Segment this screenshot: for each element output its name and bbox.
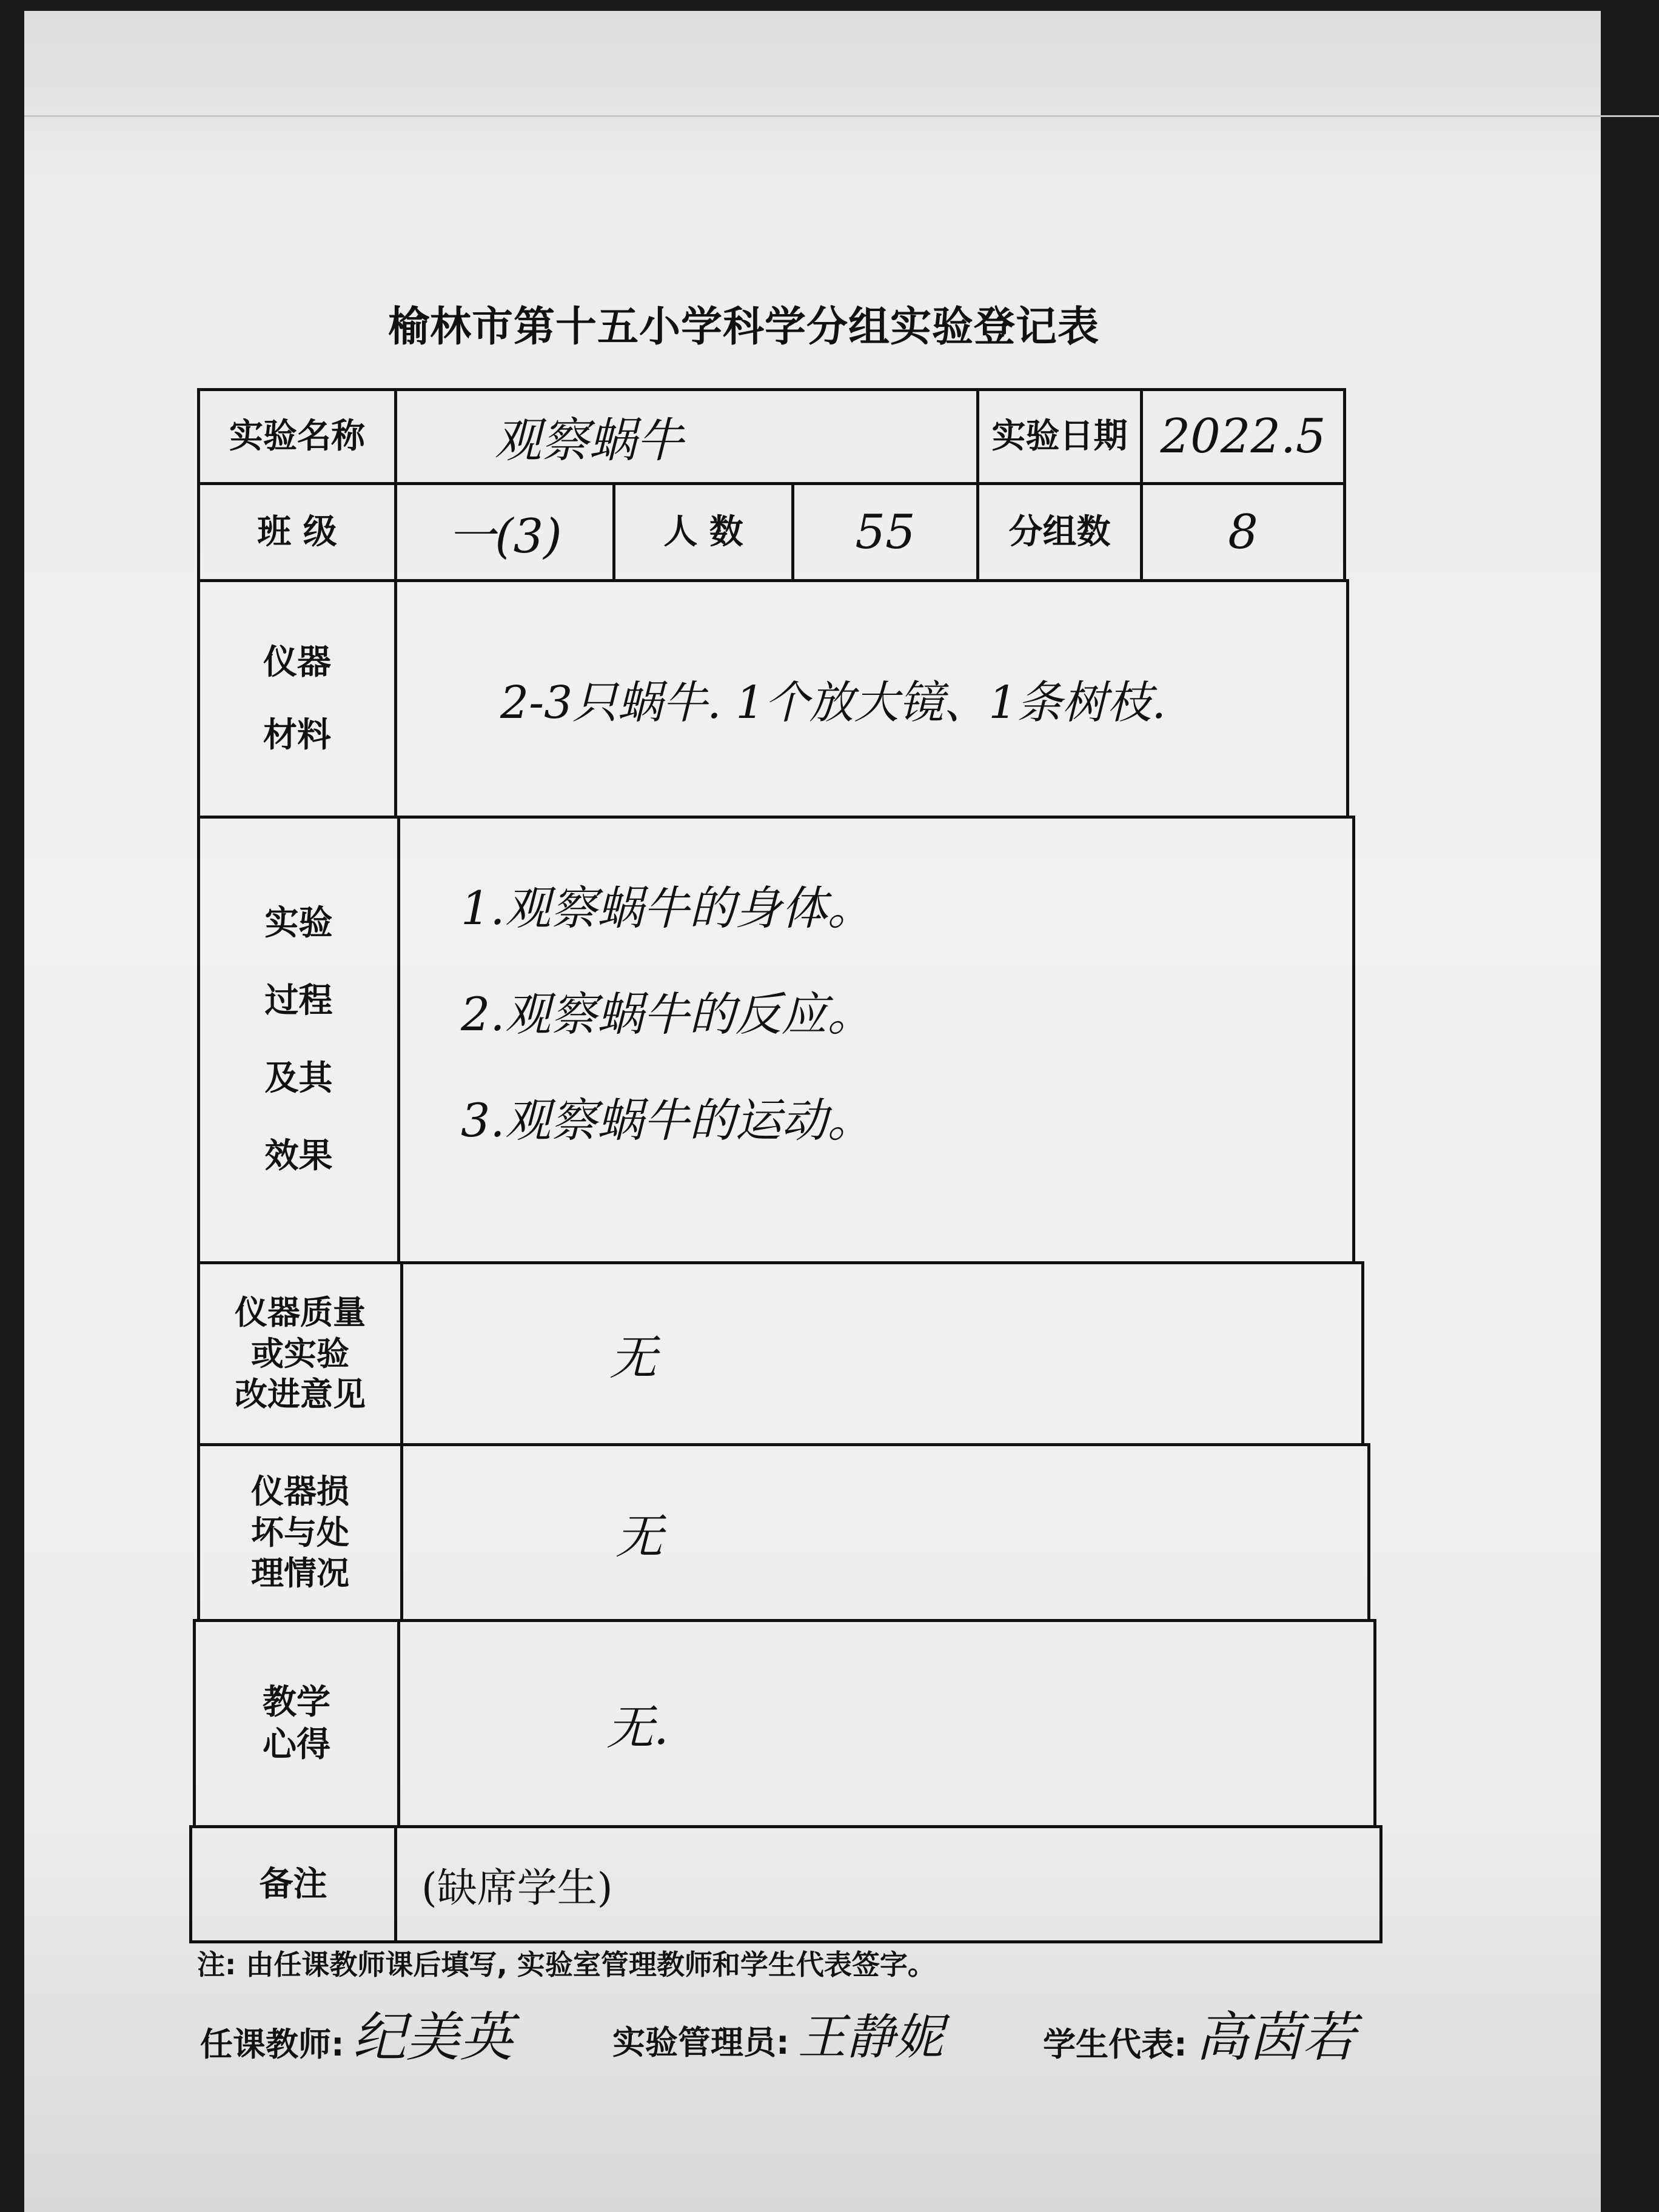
quality-value: 无 bbox=[609, 1330, 657, 1386]
group-count-label: 分组数 bbox=[1008, 512, 1111, 552]
quality-label: 仪器质量 或实验 改进意见 bbox=[235, 1293, 366, 1414]
group-count-value-cell bbox=[1140, 482, 1346, 582]
reflection-value: 无. bbox=[606, 1700, 669, 1755]
reflection-label: 教学 心得 bbox=[263, 1682, 330, 1765]
experiment-name-value-cell bbox=[394, 388, 979, 485]
process-label-cell bbox=[197, 816, 400, 1264]
materials-value-cell bbox=[394, 579, 1349, 819]
student-count-value: 55 bbox=[855, 504, 916, 560]
form-title: 榆林市第十五小学科学分组实验登记表 bbox=[388, 303, 1100, 351]
quality-value-cell bbox=[400, 1261, 1364, 1446]
admin-signature bbox=[612, 2001, 943, 2074]
experiment-name-value: 观察蜗牛 bbox=[494, 414, 684, 468]
student-name: 高茵若 bbox=[1195, 2006, 1356, 2068]
class-value-cell bbox=[394, 482, 615, 582]
group-count-label-cell bbox=[976, 482, 1143, 582]
reflection-value-cell bbox=[397, 1619, 1376, 1828]
remarks-value: (缺席学生) bbox=[421, 1865, 613, 1911]
experiment-date-label-cell bbox=[976, 388, 1143, 485]
materials-label: 仪器 材料 bbox=[263, 642, 331, 755]
student-label: 学生代表: bbox=[1043, 2025, 1187, 2063]
remarks-label: 备注 bbox=[259, 1864, 327, 1904]
damage-label: 仪器损 坏与处 理情况 bbox=[251, 1472, 349, 1593]
student-count-label: 人 数 bbox=[663, 512, 743, 552]
teacher-name: 纪美英 bbox=[352, 2006, 513, 2068]
process-step: 2.观察蜗牛的反应。 bbox=[461, 987, 874, 1041]
materials-value: 2-3只蜗牛. 1个放大镜、1条树枝. bbox=[500, 677, 1166, 729]
student-signature bbox=[1043, 2001, 1356, 2074]
class-label-cell bbox=[197, 482, 397, 582]
admin-name: 王静妮 bbox=[797, 2009, 943, 2065]
paper-fold-line bbox=[24, 115, 1659, 117]
remarks-label-cell bbox=[189, 1825, 397, 1943]
experiment-name-label: 实验名称 bbox=[229, 417, 365, 456]
materials-label-cell bbox=[197, 579, 397, 819]
process-steps bbox=[461, 855, 874, 1173]
experiment-date-value: 2022.5 bbox=[1160, 409, 1326, 464]
group-count-value: 8 bbox=[1228, 504, 1258, 560]
experiment-name-label-cell bbox=[197, 388, 397, 485]
class-value: 一(3) bbox=[447, 509, 562, 564]
student-count-value-cell bbox=[791, 482, 979, 582]
process-step: 1.观察蜗牛的身体。 bbox=[461, 881, 874, 935]
process-label: 实验 过程 及其 效果 bbox=[264, 903, 333, 1176]
quality-label-cell bbox=[197, 1261, 403, 1446]
process-step: 3.观察蜗牛的运动。 bbox=[461, 1093, 874, 1147]
teacher-signature bbox=[200, 2001, 513, 2074]
footnote: 注: 由任课教师课后填写, 实验室管理教师和学生代表签字。 bbox=[197, 1948, 936, 1981]
admin-label: 实验管理员: bbox=[612, 2023, 789, 2062]
student-count-label-cell bbox=[612, 482, 794, 582]
damage-label-cell bbox=[197, 1443, 403, 1622]
damage-value-cell bbox=[400, 1443, 1370, 1622]
experiment-date-label: 实验日期 bbox=[991, 417, 1128, 456]
experiment-date-value-cell bbox=[1140, 388, 1346, 485]
damage-value: 无 bbox=[615, 1509, 663, 1564]
reflection-label-cell bbox=[193, 1619, 400, 1828]
teacher-label: 任课教师: bbox=[200, 2025, 344, 2063]
class-label: 班 级 bbox=[257, 512, 337, 552]
remarks-value-cell bbox=[394, 1825, 1382, 1943]
